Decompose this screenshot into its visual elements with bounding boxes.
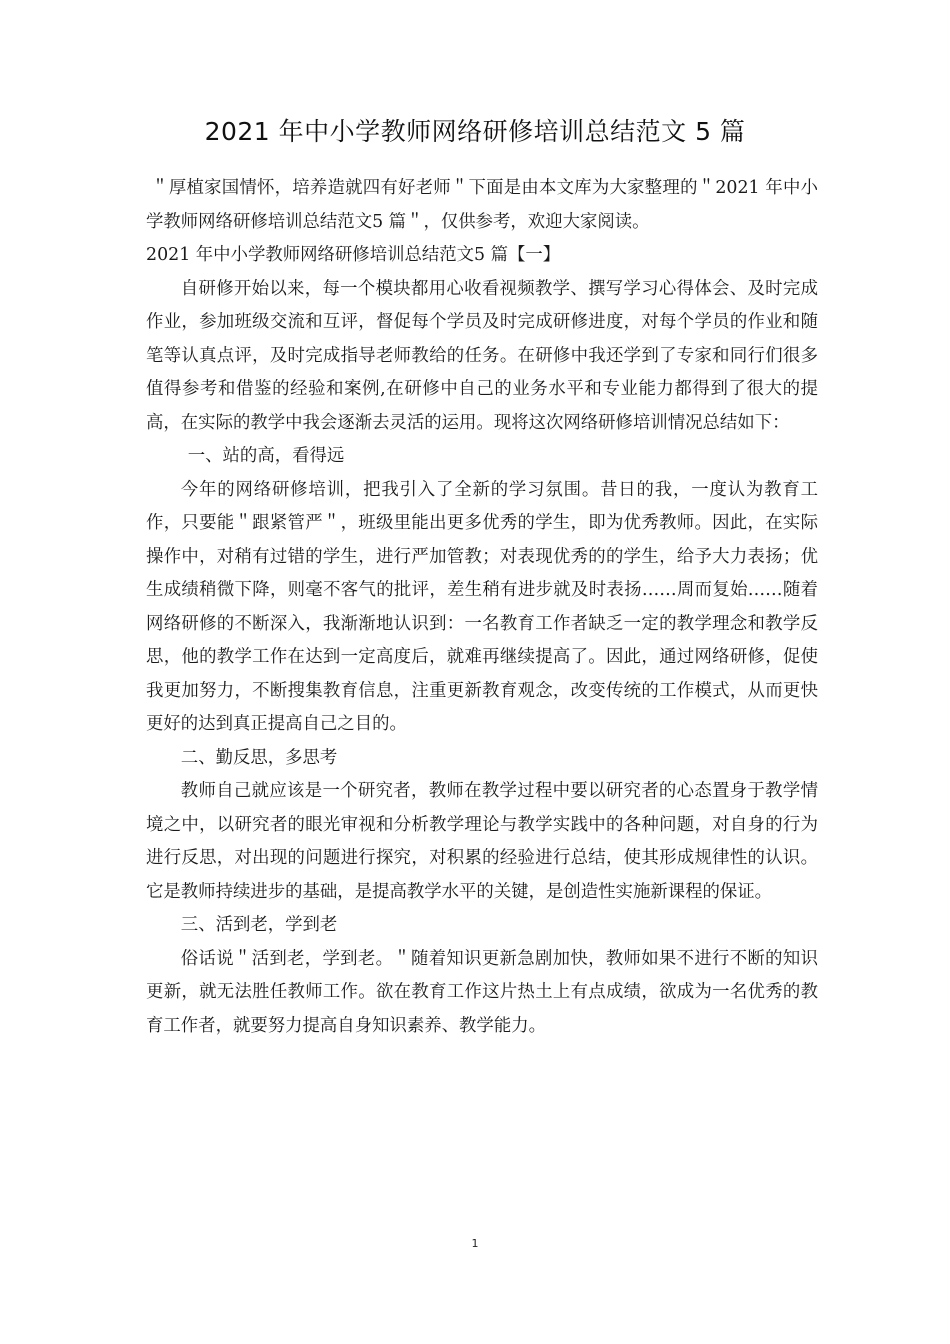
intro-paragraph: ＂厚植家国情怀，培养造就四有好老师＂下面是由本文库为大家整理的＂2021 年中小学教师网络研修培训总结范文5 篇＂，仅供参考，欢迎大家阅读。 [146,178,818,232]
heading-three: 三、活到老，学到老 [180,915,338,935]
document-title: 2021 年中小学教师网络研修培训总结范文 5 篇 [204,117,746,146]
page-number: 1 [471,1237,479,1250]
paragraph-two: 教师自己就应该是一个研究者，教师在教学过程中要以研究者的心态置身于教学情境之中，以研究者的眼光审视和分析教学理论与教学实践中的各种问题，对自身的行为进行反思，对出现的问题进行探究，对积累的经验进行总结，使其形成规律性的认识。它是教师持续进步的基础，是提高教学水平的关键，是创造性实施新课程的保证。 [146,781,818,902]
document-body [146,172,818,1043]
section-title: 2021 年中小学教师网络研修培训总结范文5 篇【一】 [146,245,561,265]
heading-two: 二、勤反思，多思考 [180,747,338,768]
paragraph-one: 今年的网络研修培训，把我引入了全新的学习氛围。昔日的我，一度认为教育工作，只要能＂跟紧管严＂，班级里能出更多优秀的学生，即为优秀教师。因此，在实际操作中，对稍有过错的学生，进行严加管教；对表现优秀的的学生，给予大力表扬；优生成绩稍微下降，则毫不客气的批评，差生稍有进步就及时表扬……周而复始……随着网络研修的不断深入，我渐渐地认识到：一名教育工作者缺乏一定的教学理念和教学反思，他的教学工作在达到一定高度后，就难再继续提高了。因此，通过网络研修，促使我更加努力，不断搜集教育信息，注重更新教育观念，改变传统的工作模式，从而更快更好的达到真正提高自己之目的。 [146,479,818,734]
heading-one: 一、站的高，看得远 [187,446,345,466]
opening-paragraph: 自研修开始以来，每一个模块都用心收看视频教学、撰写学习心得体会、及时完成作业，参加班级交流和互评，督促每个学员及时完成研修进度，对每个学员的作业和随笔等认真点评，及时完成指导老师教给的任务。在研修中我还学到了专家和同行们很多值得参考和借鉴的经验和案例,在研修中自己的业务水平和专业能力都得到了很大的提高，在实际的教学中我会逐渐去灵活的运用。现将这次网络研修培训情况总结如下： [146,278,818,433]
paragraph-three: 俗话说＂活到老，学到老。＂随着知识更新急剧加快，教师如果不进行不断的知识更新，就无法胜任教师工作。欲在教育工作这片热土上有点成绩，欲成为一名优秀的教育工作者，就要努力提高自身知识素养、教学能力。 [146,948,818,1036]
